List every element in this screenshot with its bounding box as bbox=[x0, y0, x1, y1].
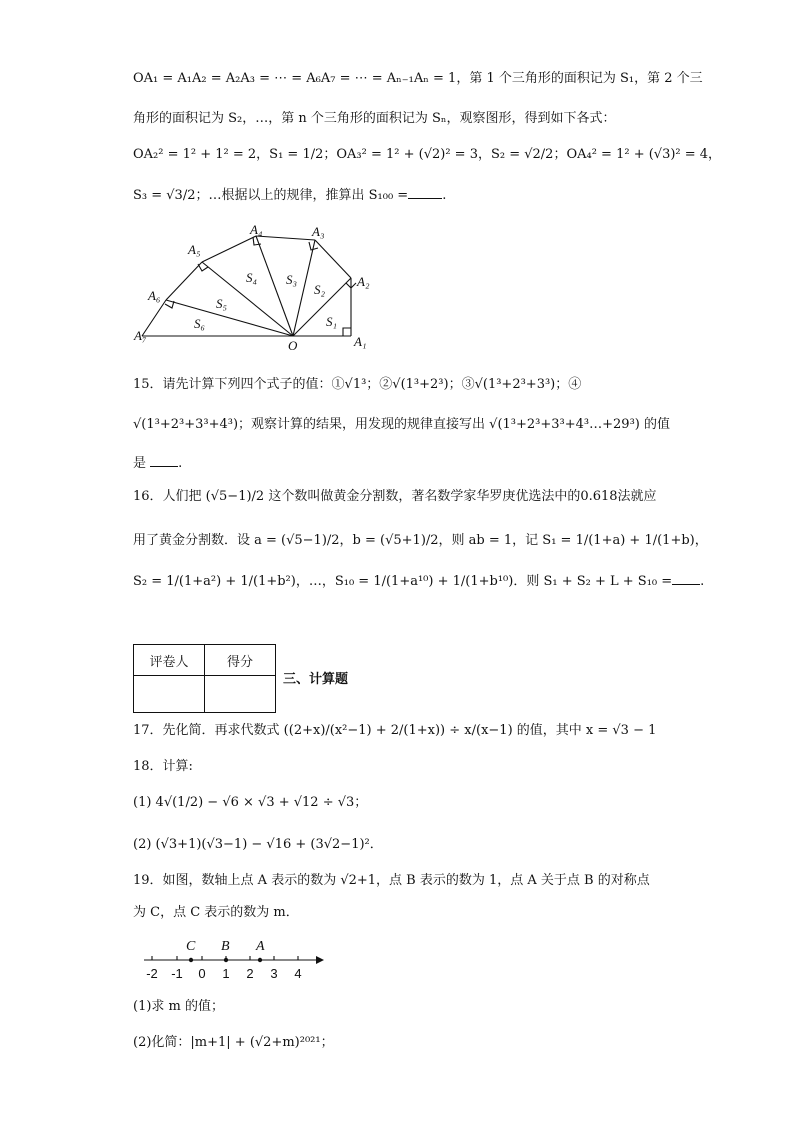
label-O: O bbox=[288, 338, 298, 352]
p15-line-1: 15．请先计算下列四个式子的值：①√1³；②√(1³+2³)；③√(1³+2³+3³)；④ bbox=[133, 377, 582, 392]
tick-label: -2 bbox=[146, 966, 158, 981]
tick-label: 1 bbox=[222, 966, 230, 981]
label-S4: S₄ bbox=[246, 270, 258, 285]
score-table-cell-grader[interactable] bbox=[134, 676, 205, 713]
label-S6: S₆ bbox=[194, 316, 206, 331]
label-S3: S₃ bbox=[286, 272, 298, 287]
tick-label: 3 bbox=[270, 966, 278, 981]
number-line-figure bbox=[140, 934, 340, 986]
tick-label: 4 bbox=[294, 966, 302, 981]
label-A7: A₇ bbox=[134, 328, 147, 343]
p14-line-3: OA₂² = 1² + 1² = 2，S₁ = 1/2；OA₃² = 1² + (√2)² = 3，S₂ = √2/2；OA₄² = 1² + (√3)² = 4， bbox=[133, 147, 722, 162]
p19-line-1: 19．如图，数轴上点 A 表示的数为 √2+1，点 B 表示的数为 1，点 A 关于点 B 的对称点 bbox=[133, 873, 650, 888]
label-point-C: C bbox=[186, 939, 196, 954]
label-S2: S₂ bbox=[314, 282, 326, 297]
label-point-B: B bbox=[221, 939, 230, 954]
tick-label: 2 bbox=[246, 966, 254, 981]
label-A5: A₅ bbox=[188, 242, 201, 257]
p14-line-2: 角形的面积记为 S₂，…，第 n 个三角形的面积记为 Sₙ，观察图形，得到如下各式： bbox=[133, 111, 616, 126]
label-A2: A₂ bbox=[357, 274, 370, 289]
p18-title: 18．计算: bbox=[133, 759, 193, 774]
tick-label: -1 bbox=[171, 966, 183, 981]
p15-line-2: √(1³+2³+3³+4³)；观察计算的结果，用发现的规律直接写出 √(1³+2³+3³+4³…+29³) 的值 bbox=[133, 417, 670, 432]
p19-question-2: (2)化简：|m+1| + (√2+m)²⁰²¹； bbox=[133, 1035, 334, 1050]
p19-question-1: (1)求 m 的值； bbox=[133, 999, 225, 1014]
p16-line-1: 16．人们把 (√5−1)/2 这个数叫做黄金分割数，著名数学家华罗庚优选法中的0.618法就应 bbox=[133, 489, 657, 504]
label-S5: S₅ bbox=[216, 296, 228, 311]
answer-blank bbox=[150, 454, 178, 467]
score-table-header-score: 得分 bbox=[205, 645, 276, 676]
p16-line-3: S₂ = 1/(1+a²) + 1/(1+b²)，…，S₁₀ = 1/(1+a¹⁰) + 1/(1+b¹⁰)．则 S₁ + S₂ + L + S₁₀ = . bbox=[133, 574, 705, 589]
p14-line-1: OA₁ = A₁A₂ = A₂A₃ = ⋯ = A₆A₇ = ⋯ = Aₙ₋₁Aₙ = 1，第 1 个三角形的面积记为 S₁，第 2 个三 bbox=[133, 71, 703, 86]
score-table-header-grader: 评卷人 bbox=[134, 645, 205, 676]
p18-item-2: (2) (√3+1)(√3−1) − √16 + (3√2−1)²． bbox=[133, 837, 383, 852]
point-B bbox=[224, 958, 228, 962]
label-A4: A₄ bbox=[250, 222, 263, 237]
p16-line-2: 用了黄金分割数．设 a = (√5−1)/2，b = (√5+1)/2，则 ab = 1，记 S₁ = 1/(1+a) + 1/(1+b)， bbox=[133, 533, 708, 548]
label-point-A: A bbox=[256, 939, 265, 954]
p15-line-3: 是 . bbox=[133, 456, 183, 471]
spiral-triangle-figure bbox=[128, 222, 388, 352]
p14-line-4: S₃ = √3/2；…根据以上的规律，推算出 S₁₀₀ = . bbox=[133, 188, 447, 203]
label-A3: A₃ bbox=[312, 224, 325, 239]
answer-blank bbox=[408, 186, 442, 199]
score-table bbox=[133, 644, 276, 713]
label-A1: A₁ bbox=[354, 334, 367, 349]
p17-line: 17．先化简．再求代数式 ((2+x)/(x²−1) + 2/(1+x)) ÷ x/(x−1) 的值，其中 x = √3 − 1 bbox=[133, 723, 657, 738]
tick-label: 0 bbox=[198, 966, 206, 981]
score-table-cell-score[interactable] bbox=[205, 676, 276, 713]
section-title: 三、计算题 bbox=[283, 672, 349, 687]
p18-item-1: (1) 4√(1/2) − √6 × √3 + √12 ÷ √3； bbox=[133, 795, 368, 810]
point-A bbox=[258, 958, 262, 962]
point-C bbox=[189, 958, 193, 962]
label-A6: A₆ bbox=[148, 288, 161, 303]
p19-line-2: 为 C，点 C 表示的数为 m． bbox=[133, 905, 299, 920]
label-S1: S₁ bbox=[326, 314, 338, 329]
answer-blank bbox=[672, 572, 700, 585]
